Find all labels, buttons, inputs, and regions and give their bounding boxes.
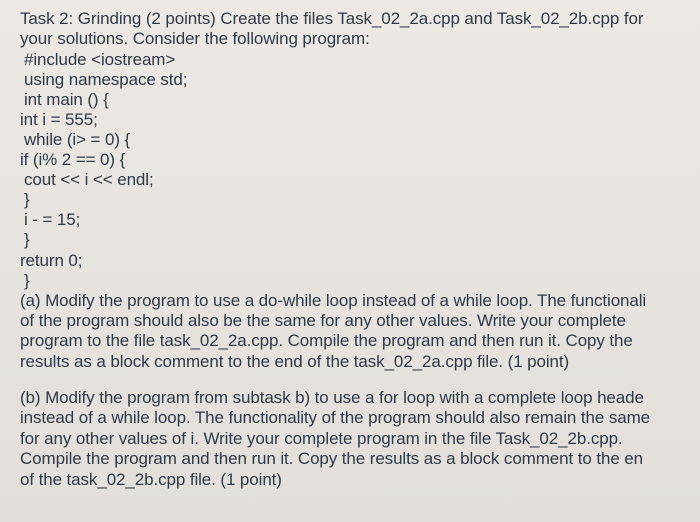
paragraph-line: Compile the program and then run it. Copy the results as a block comment to the en [20,449,644,468]
code-line: } [24,190,30,209]
code-line: } [24,271,30,290]
paragraph-line: (b) Modify the program from subtask b) to use a for loop with a complete loop heade [20,388,644,407]
code-line: i - = 15; [24,210,81,229]
paragraph-line: instead of a while loop. The functionality of the program should also remain the same [20,408,650,427]
code-line: int main () { [24,90,109,109]
code-line: using namespace std; [24,70,188,89]
paragraph-line: of the program should also be the same for any other values. Write your complete [20,311,626,330]
code-line: cout << i << endl; [24,170,154,189]
code-line: while (i> = 0) { [24,130,131,149]
paragraph-line: (a) Modify the program to use a do-while loop instead of a while loop. The functionali [20,291,647,310]
code-line: } [24,230,30,249]
code-line: return 0; [20,251,83,270]
code-line: int i = 555; [20,110,98,129]
code-line: #include <iostream> [24,50,176,69]
paragraph-line: results as a block comment to the end of the task_02_2a.cpp file. (1 point) [20,352,570,371]
task-title-line: Task 2: Grinding (2 points) Create the files Task_02_2a.cpp and Task_02_2b.cpp for [20,9,644,28]
paragraph-line: for any other values of i. Write your complete program in the file Task_02_2b.cpp. [20,429,623,448]
paragraph-line: of the task_02_2b.cpp file. (1 point) [20,470,282,489]
task-intro-line: your solutions. Consider the following program: [20,29,370,48]
code-line: if (i% 2 == 0) { [20,150,126,169]
paragraph-line: program to the file task_02_2a.cpp. Compile the program and then run it. Copy the [20,331,633,350]
